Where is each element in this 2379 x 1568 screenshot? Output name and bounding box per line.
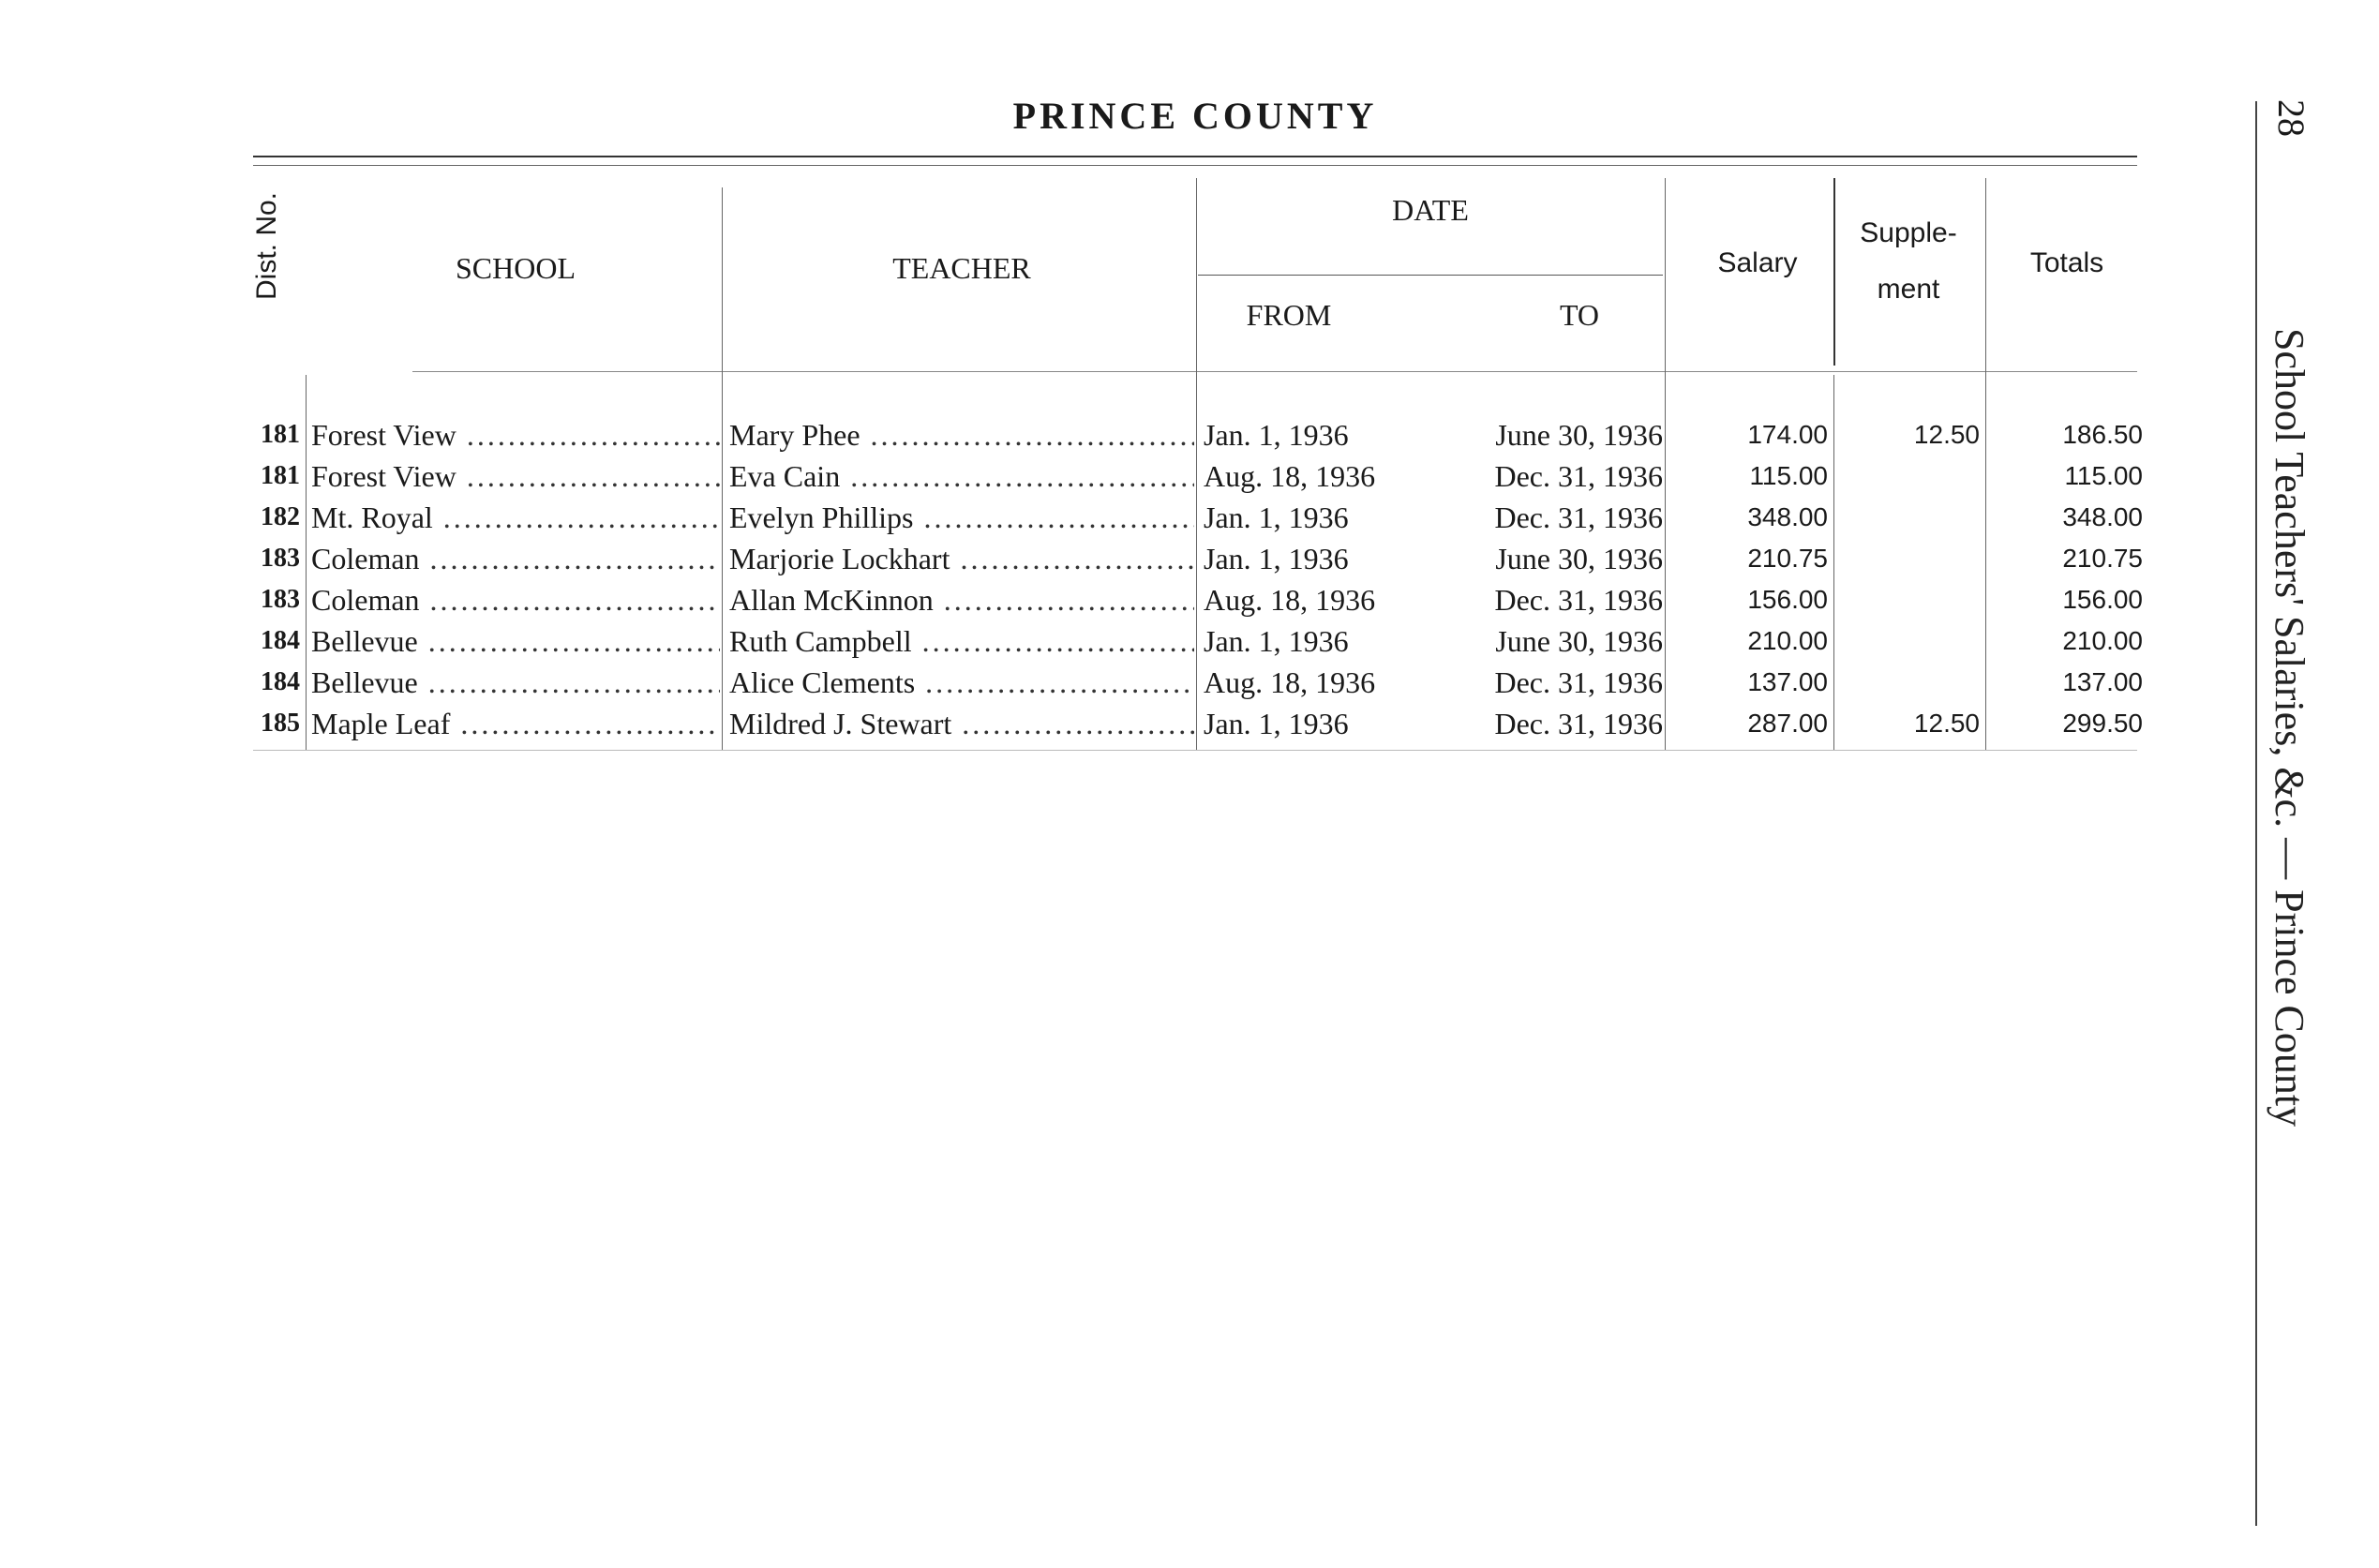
school-cell: Forest View ..... [311, 414, 720, 455]
table-row [0, 455, 2379, 497]
salary-cell: 348.00 [1747, 502, 1828, 531]
title-rule-top [253, 156, 2137, 157]
page-title: PRINCE COUNTY [1012, 95, 1378, 137]
salary-cell: 115.00 [1749, 461, 1828, 490]
school-cell: Mt. Royal ..... [311, 497, 720, 538]
total-cell: 210.00 [2062, 626, 2143, 655]
table-row [0, 497, 2379, 538]
school-cell: Coleman ..... [311, 538, 720, 579]
dist-cell: 183 [261, 585, 300, 614]
from-header: FROM [1246, 298, 1332, 332]
school-header: SCHOOL [455, 251, 576, 285]
to-date-cell: June 30, 1936 [1495, 418, 1663, 452]
totals-header: Totals [2029, 247, 2104, 278]
salary-header: Salary [1717, 247, 1798, 278]
title-rule-bottom [253, 165, 2137, 166]
to-date-cell: Dec. 31, 1936 [1494, 583, 1663, 617]
total-cell: 156.00 [2062, 585, 2143, 614]
dist-cell: 181 [261, 461, 300, 490]
from-date-cell: Jan. 1, 1936 [1204, 707, 1349, 740]
teacher-cell: Eva Cain ..... [729, 455, 1194, 497]
total-cell: 299.50 [2062, 709, 2143, 738]
total-cell: 137.00 [2062, 667, 2143, 696]
dist-cell: 183 [261, 544, 300, 573]
to-date-cell: June 30, 1936 [1495, 542, 1663, 575]
supplement-header-line1: Supple- [1860, 217, 1957, 248]
to-date-cell: Dec. 31, 1936 [1494, 665, 1663, 699]
margin-rule [2255, 101, 2257, 1526]
salary-cell: 174.00 [1747, 420, 1828, 449]
salary-cell: 137.00 [1747, 667, 1828, 696]
to-date-cell: Dec. 31, 1936 [1494, 459, 1663, 493]
from-date-cell: Jan. 1, 1936 [1204, 624, 1349, 658]
dist-cell: 184 [261, 667, 300, 696]
table-row [0, 538, 2379, 579]
teacher-cell: Allan McKinnon ..... [729, 579, 1194, 620]
table-row [0, 703, 2379, 744]
from-date-cell: Jan. 1, 1936 [1204, 500, 1349, 534]
salary-cell: 287.00 [1747, 709, 1828, 738]
dist-cell: 182 [261, 502, 300, 531]
teacher-cell: Mildred J. Stewart ..... [729, 703, 1194, 744]
table-row [0, 414, 2379, 455]
school-cell: Bellevue ..... [311, 662, 720, 703]
page-number: 28 [2270, 99, 2312, 137]
total-cell: 210.75 [2062, 544, 2143, 573]
teacher-cell: Marjorie Lockhart ..... [729, 538, 1194, 579]
table-row [0, 620, 2379, 662]
school-cell: Maple Leaf ..... [311, 703, 720, 744]
from-date-cell: Aug. 18, 1936 [1204, 459, 1376, 493]
dist-no-header: Dist. No. [251, 191, 282, 300]
total-cell: 115.00 [2064, 461, 2143, 490]
to-date-cell: June 30, 1936 [1495, 624, 1663, 658]
table-row [0, 662, 2379, 703]
salary-cell: 210.00 [1747, 626, 1828, 655]
teacher-cell: Mary Phee ..... [729, 414, 1194, 455]
running-head: School Teachers' Salaries, &c. — Prince County [2267, 328, 2312, 1127]
to-header: TO [1559, 298, 1600, 332]
teacher-cell: Alice Clements ..... [729, 662, 1194, 703]
dist-cell: 185 [261, 709, 300, 738]
from-date-cell: Jan. 1, 1936 [1204, 542, 1349, 575]
supplement-cell: 12.50 [1913, 420, 1980, 449]
dist-cell: 184 [261, 626, 300, 655]
column-separator [1833, 178, 1835, 366]
teacher-cell: Evelyn Phillips ..... [729, 497, 1194, 538]
table-row [0, 579, 2379, 620]
from-date-cell: Jan. 1, 1936 [1204, 418, 1349, 452]
table-bottom-rule [253, 750, 2137, 751]
school-cell: Coleman ..... [311, 579, 720, 620]
from-date-cell: Aug. 18, 1936 [1204, 583, 1376, 617]
date-header: DATE [1392, 193, 1469, 227]
teacher-header: TEACHER [892, 251, 1031, 285]
salary-cell: 210.75 [1747, 544, 1828, 573]
school-cell: Forest View ..... [311, 455, 720, 497]
supplement-cell: 12.50 [1913, 709, 1980, 738]
teacher-cell: Ruth Campbell ..... [729, 620, 1194, 662]
supplement-header-line2: ment [1877, 274, 1940, 305]
to-date-cell: Dec. 31, 1936 [1494, 500, 1663, 534]
total-cell: 348.00 [2062, 502, 2143, 531]
header-bottom-rule [412, 371, 2137, 372]
date-divider [1198, 275, 1663, 276]
from-date-cell: Aug. 18, 1936 [1204, 665, 1376, 699]
salary-cell: 156.00 [1747, 585, 1828, 614]
dist-cell: 181 [261, 420, 300, 449]
total-cell: 186.50 [2062, 420, 2143, 449]
school-cell: Bellevue ..... [311, 620, 720, 662]
to-date-cell: Dec. 31, 1936 [1494, 707, 1663, 740]
